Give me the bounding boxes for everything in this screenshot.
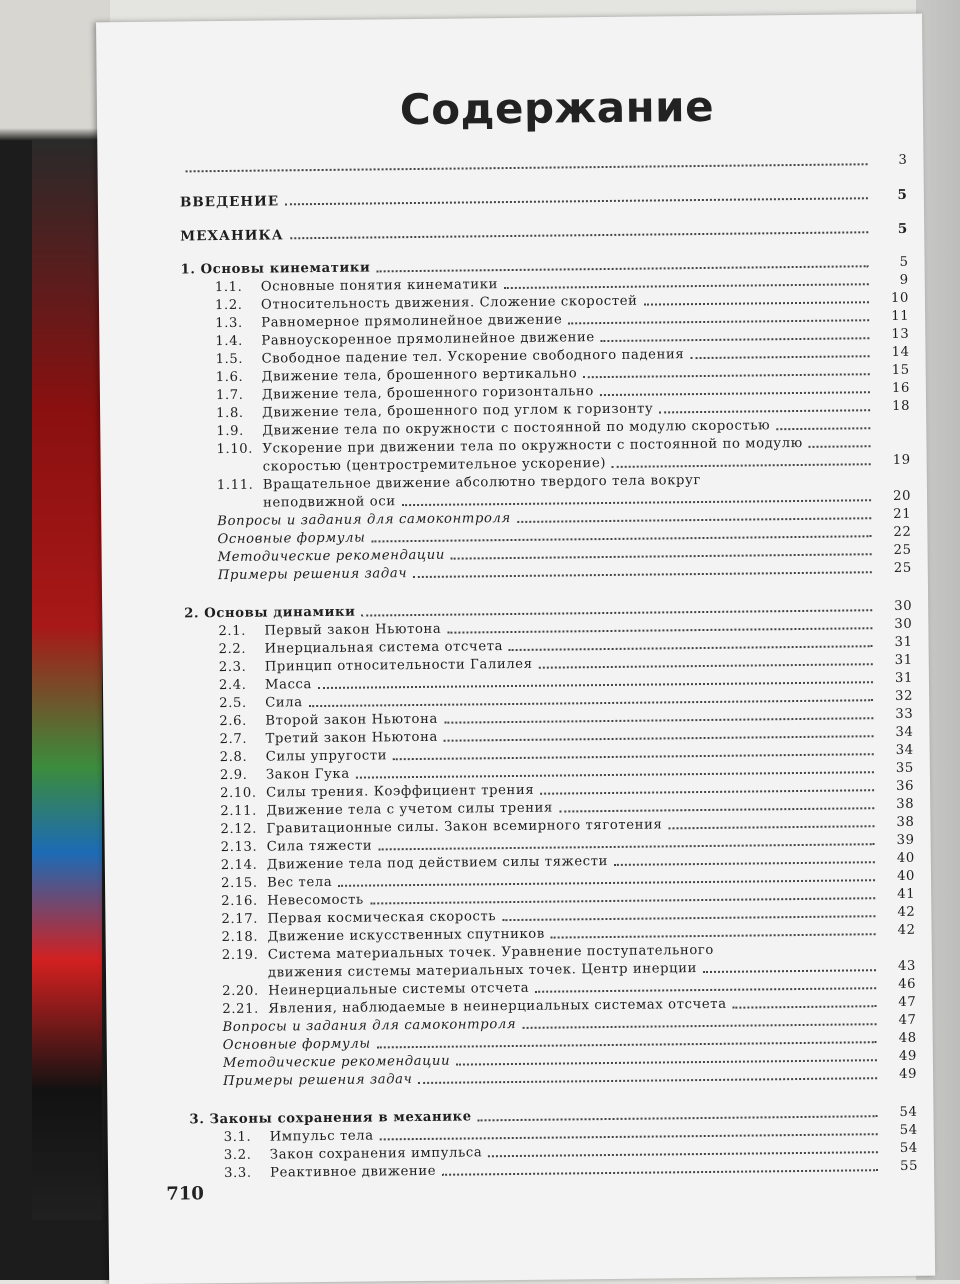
toc-section-row: 1.7. Движение тела, брошенного горизонтально 16 — [215, 380, 910, 404]
toc-section-row: 2.2. Инерциальная система отсчета 31 — [218, 634, 913, 658]
toc-section-row: 2.12. Гравитационные силы. Закон всемирного тяготения 38 — [220, 814, 915, 838]
toc-section-row: 1.4. Равноускоренное прямолинейное движение 13 — [215, 326, 910, 350]
toc-section-row: 2.11. Движение тела с учетом силы трения 38 — [220, 796, 915, 820]
toc-section-row: 2.9. Закон Гука 35 — [219, 760, 914, 784]
toc-section-row: 2.19. Система материальных точек. Уравнение поступательного — [221, 942, 714, 964]
toc-section-row: 1.6. Движение тела, брошенного вертикально 15 — [215, 362, 910, 386]
toc-section-row: 1.8. Движение тела, брошенного под углом к горизонту 18 — [216, 398, 911, 422]
toc-extra-row: Вопросы и задания для самоконтроля 21 — [217, 506, 912, 530]
toc-extra-row: Основные формулы 48 — [222, 1030, 917, 1054]
toc-section-row: 2.1. Первый закон Ньютона 30 — [218, 616, 913, 640]
toc-section-row: 2.4. Масса 31 — [218, 670, 914, 694]
toc-section-row: 1.11. Вращательное движение абсолютно твердого тела вокруг — [216, 473, 701, 494]
toc-section-row: 2.8. Силы упругости 34 — [219, 742, 914, 766]
toc-section-row: 1.10. Ускорение при движении тела по окружности с постоянной по модулю — [182, 434, 910, 460]
toc-section-continuation: неподвижной оси 20 — [262, 488, 912, 511]
toc-chapter-1: 1. Основы кинематики 5 — [180, 254, 909, 278]
toc-section-row: 2.13. Сила тяжести 39 — [220, 832, 915, 856]
toc-section-row: 2.17. Первая космическая скорость 42 — [221, 904, 916, 928]
toc-extra-row: Вопросы и задания для самоконтроля 47 — [222, 1012, 917, 1036]
toc-chapter-2: 2. Основы динамики 30 — [184, 598, 913, 622]
toc-section-continuation: скоростью (центростремительное ускорение) 19 — [262, 452, 911, 475]
toc-section-row: 2.14. Движение тела под действием силы тяжести 40 — [220, 850, 915, 874]
toc-section-row: 1.1. Основные понятия кинематики 9 — [214, 272, 909, 296]
page-number: 710 — [166, 1183, 204, 1205]
toc-chapter-3: 3. Законы сохранения в механике 54 — [189, 1104, 918, 1128]
toc-section-row: 2.21. Явления, наблюдаемые в неинерциальных системах отсчета 47 — [222, 994, 917, 1018]
toc-section-row: 2.16. Невесомость 41 — [221, 886, 916, 910]
toc-section-row: 2.5. Сила 32 — [219, 688, 914, 712]
toc-extra-row: Примеры решения задач 25 — [217, 560, 912, 584]
toc-section-row: 1.9. Движение тела по окружности с постоянной по модулю скоростью — [182, 416, 910, 442]
page-title: Содержание — [399, 81, 715, 135]
toc-extra-row: Основные формулы 22 — [217, 524, 912, 548]
table-of-contents — [179, 152, 918, 1184]
toc-section-row: 1.2. Относительность движения. Сложение скоростей 10 — [214, 290, 910, 314]
toc-section-row: 2.18. Движение искусственных спутников 42 — [221, 922, 916, 946]
toc-section-row: 2.6. Второй закон Ньютона 33 — [219, 706, 914, 730]
toc-section-row: 3.2. Закон сохранения импульса 54 — [223, 1140, 918, 1164]
toc-section-row: 2.20. Неинерциальные системы отсчета 46 — [222, 976, 917, 1000]
toc-section-row: 3.1. Импульс тела 54 — [223, 1122, 918, 1146]
toc-section-continuation: движения системы материальных точек. Центр инерции 43 — [267, 958, 917, 981]
toc-section-row: 1.3. Равномерное прямолинейное движение 11 — [215, 308, 910, 332]
toc-page-number: 3 — [898, 152, 908, 168]
toc-page — [96, 14, 935, 1284]
toc-extra-row: Методические рекомендации 49 — [222, 1048, 917, 1072]
toc-part-row: МЕХАНИКА 5 — [180, 220, 909, 245]
toc-section-row: 2.3. Принцип относительности Галилея 31 — [218, 652, 913, 676]
book-spine — [32, 140, 102, 1220]
toc-section-row: 2.15. Вес тела 40 — [220, 868, 916, 892]
toc-extra-row: Методические рекомендации 25 — [217, 542, 912, 566]
toc-section-row: 2.7. Третий закон Ньютона 34 — [219, 724, 914, 748]
toc-part-row: ВВЕДЕНИЕ 5 — [179, 186, 908, 211]
toc-extra-row: Примеры решения задач 49 — [223, 1066, 918, 1090]
toc-section-row: 1.5. Свободное падение тел. Ускорение свободного падения 14 — [215, 344, 910, 368]
toc-section-row: 2.10. Силы трения. Коэффициент трения 36 — [220, 778, 915, 802]
toc-section-row: 3.3. Реактивное движение 55 — [224, 1158, 919, 1182]
